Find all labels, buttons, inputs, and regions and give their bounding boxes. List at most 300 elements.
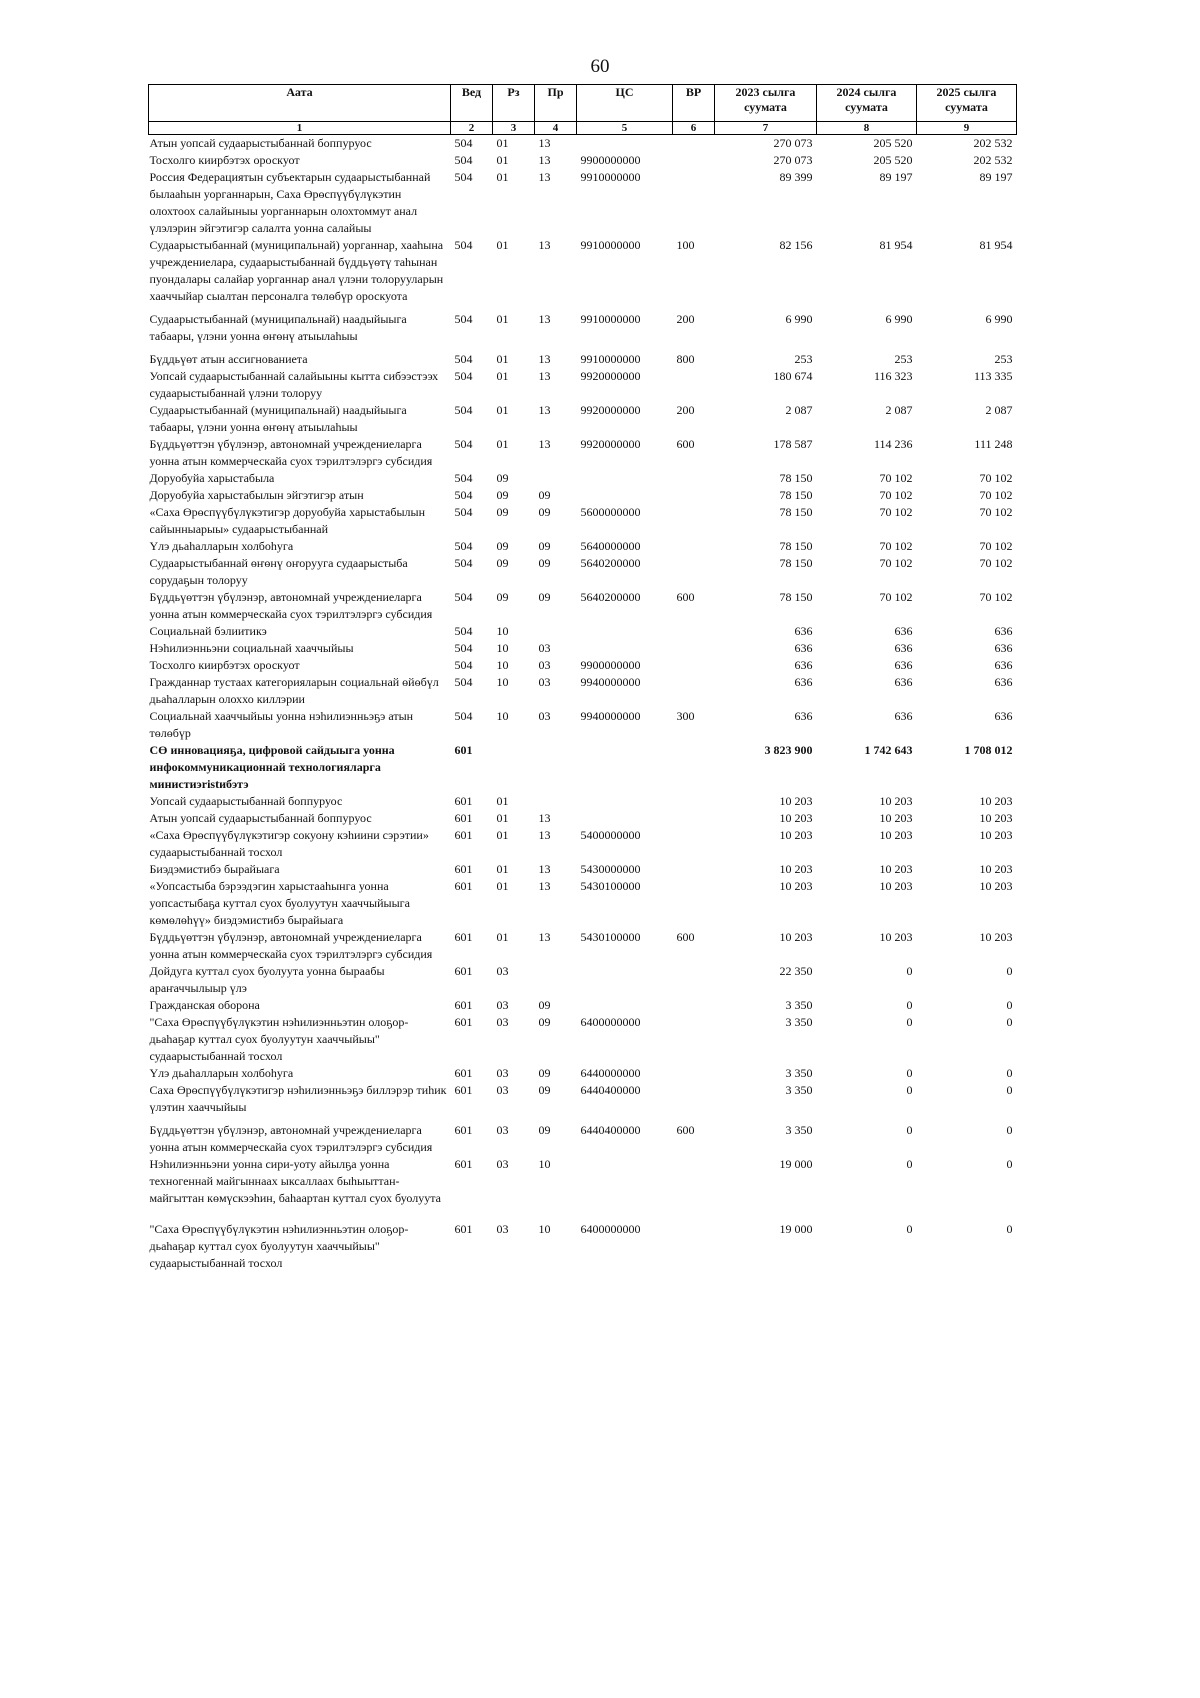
ved-code: 504	[454, 153, 473, 167]
cs-code	[577, 997, 673, 1014]
row-name: Дойдуга куттал суох буолуута уонна быраабы араҥаччылыыр үлэ	[149, 964, 385, 995]
amount-2025: 636	[994, 641, 1013, 655]
amount-2023: 180 674	[773, 369, 813, 383]
cs-code: 6440400000	[580, 1123, 641, 1137]
vr-code	[673, 810, 715, 827]
rz-code: 01	[496, 862, 509, 876]
cs-code: 6400000000	[580, 1015, 641, 1029]
amount-2023: 19 000	[779, 1157, 813, 1171]
amount-2023: 178 587	[773, 437, 813, 451]
amount-2023: 10 203	[779, 930, 813, 944]
table-row	[149, 861, 1017, 878]
amount-2023: 3 350	[785, 998, 813, 1012]
table-row	[149, 623, 1017, 640]
table-row	[149, 555, 1017, 589]
table-row	[149, 640, 1017, 657]
amount-2025: 636	[994, 675, 1013, 689]
ved-code: 504	[454, 556, 473, 570]
vr-code: 200	[676, 312, 695, 326]
amount-2023: 19 000	[779, 1222, 813, 1236]
ved-code: 504	[454, 624, 473, 638]
vr-code	[673, 1065, 715, 1082]
rz-code: 09	[496, 505, 509, 519]
rz-code: 01	[496, 170, 509, 184]
amount-2023: 2 087	[785, 403, 813, 417]
amount-2024: 70 102	[879, 471, 913, 485]
amount-2024: 1 742 643	[864, 743, 913, 757]
amount-2024: 70 102	[879, 505, 913, 519]
cs-code: 6440400000	[580, 1083, 641, 1097]
row-name: Судаарыстыбаннай (муниципальнай) наадыйыыга табаары, үлэни уонна өҥөнү атыылаһыы	[149, 403, 407, 434]
column-number: 7	[715, 122, 817, 135]
column-number: 5	[577, 122, 673, 135]
amount-2025: 202 532	[973, 153, 1013, 167]
row-name: Доруобуйа харыстабылын эйгэтигэр атын	[149, 488, 364, 502]
cs-code	[577, 742, 673, 793]
pr-code: 13	[538, 437, 551, 451]
table-row	[149, 963, 1017, 997]
amount-2024: 636	[894, 709, 913, 723]
rz-code: 01	[496, 879, 509, 893]
rz-code: 01	[496, 136, 509, 150]
pr-code: 09	[538, 1066, 551, 1080]
pr-code	[535, 963, 577, 997]
amount-2023: 636	[794, 641, 813, 655]
rz-code: 03	[496, 1015, 509, 1029]
table-row	[149, 1207, 1017, 1272]
pr-code: 09	[538, 505, 551, 519]
table-row	[149, 674, 1017, 708]
cs-code: 9900000000	[580, 153, 641, 167]
vr-code	[673, 487, 715, 504]
amount-2024: 10 203	[879, 794, 913, 808]
rz-code: 09	[496, 471, 509, 485]
pr-code: 09	[538, 488, 551, 502]
amount-2025: 10 203	[979, 930, 1013, 944]
amount-2025: 111 248	[974, 437, 1013, 451]
ved-code: 504	[454, 590, 473, 604]
pr-code	[535, 623, 577, 640]
rz-code: 03	[496, 1083, 509, 1097]
cs-code: 9910000000	[580, 238, 641, 252]
ved-code: 601	[454, 1015, 473, 1029]
cs-code: 9940000000	[580, 709, 641, 723]
column-number: 1	[149, 122, 451, 135]
vr-code	[673, 623, 715, 640]
row-name: Бүддьүөттэн үбүлэнэр, автономнай учреждениеларга уонна атын коммерческайа суох тэрилтэлэргэ субсидия	[149, 437, 433, 468]
amount-2024: 0	[906, 1123, 913, 1137]
ved-code: 504	[454, 641, 473, 655]
pr-code: 09	[538, 556, 551, 570]
ved-code: 601	[454, 1157, 473, 1171]
pr-code: 13	[538, 352, 551, 366]
cs-code	[577, 793, 673, 810]
cs-code: 5430100000	[580, 930, 641, 944]
amount-2023: 78 150	[779, 556, 813, 570]
vr-code	[673, 793, 715, 810]
row-name: Нэһилиэнньэни уонна сири-уоту айылҕа уонна техногеннай майгыннаах ыксаллаах быһыыттан-майгыттан көмүскээһин, баһаартан куттал суох буолуута	[149, 1157, 441, 1205]
amount-2024: 636	[894, 675, 913, 689]
ved-code: 504	[454, 403, 473, 417]
table-row	[149, 487, 1017, 504]
cs-code: 9920000000	[580, 369, 641, 383]
rz-code: 09	[496, 556, 509, 570]
ved-code: 504	[454, 658, 473, 672]
rz-code: 03	[496, 1066, 509, 1080]
vr-code	[673, 827, 715, 861]
pr-code: 03	[538, 709, 551, 723]
row-name: Саха Өрөспүүбүлүкэтигэр нэһилиэнньэҕэ биллэрэр тиһик үлэтин хааччыйыы	[149, 1083, 447, 1114]
column-number: 3	[493, 122, 535, 135]
pr-code: 13	[538, 403, 551, 417]
amount-2025: 0	[1006, 998, 1013, 1012]
vr-code	[673, 674, 715, 708]
row-name: Судаарыстыбаннай (муниципальнай) наадыйыыга табаары, үлэни уонна өҥөнү атыылаһыы	[149, 312, 407, 343]
cs-code	[577, 1156, 673, 1207]
rz-code: 03	[496, 964, 509, 978]
row-name: Биэдэмистибэ бырайыага	[149, 862, 280, 876]
cs-code: 5640200000	[580, 556, 641, 570]
rz-code: 10	[496, 624, 509, 638]
amount-2024: 116 323	[873, 369, 913, 383]
row-name: «Саха Өрөспүүбүлүкэтигэр доруобуйа харыстабылын сайынныарыы» судаарыстыбаннай	[149, 505, 426, 536]
ved-code: 504	[454, 369, 473, 383]
pr-code: 13	[538, 136, 551, 150]
ved-code: 504	[454, 709, 473, 723]
pr-code: 09	[538, 539, 551, 553]
rz-code: 01	[496, 930, 509, 944]
amount-2025: 0	[1006, 1015, 1013, 1029]
table-row	[149, 1065, 1017, 1082]
row-name: Судаарыстыбаннай өҥөнү оҥорууга судаарыстыба сорудаҕын толоруу	[149, 556, 408, 587]
ved-code: 504	[454, 505, 473, 519]
pr-code: 09	[538, 1123, 551, 1137]
amount-2024: 0	[906, 1222, 913, 1236]
ved-code: 504	[454, 675, 473, 689]
rz-code: 01	[496, 403, 509, 417]
amount-2025: 70 102	[979, 590, 1013, 604]
amount-2024: 10 203	[879, 811, 913, 825]
amount-2025: 253	[994, 352, 1013, 366]
cs-code	[577, 640, 673, 657]
cs-code: 9920000000	[580, 403, 641, 417]
ved-code: 504	[454, 437, 473, 451]
cs-code	[577, 810, 673, 827]
amount-2024: 10 203	[879, 879, 913, 893]
amount-2024: 10 203	[879, 930, 913, 944]
table-row	[149, 237, 1017, 305]
row-name: СӨ инновацияҕа, цифровой сайдыыга уонна инфокоммуникационнай технологияларга министиэristибэтэ	[149, 743, 395, 791]
amount-2024: 0	[906, 1083, 913, 1097]
page-number: 60	[590, 56, 610, 77]
vr-code	[673, 152, 715, 169]
rz-code: 03	[496, 998, 509, 1012]
amount-2023: 78 150	[779, 488, 813, 502]
pr-code: 09	[538, 1015, 551, 1029]
row-name: Социальнай хааччыйыы уонна нэһилиэнньэҕэ атын төлөбүр	[149, 709, 414, 740]
pr-code: 09	[538, 590, 551, 604]
amount-2023: 78 150	[779, 539, 813, 553]
header-cell: Пр	[535, 85, 577, 122]
amount-2024: 0	[906, 1066, 913, 1080]
amount-2023: 6 990	[785, 312, 813, 326]
amount-2023: 3 350	[785, 1015, 813, 1029]
amount-2025: 0	[1006, 964, 1013, 978]
row-name: Атын уопсай судаарыстыбаннай боппуруос	[149, 811, 372, 825]
header-cell: 2023 сылга суумата	[715, 85, 817, 122]
cs-code	[577, 623, 673, 640]
vr-code	[673, 1082, 715, 1116]
row-name: "Саха Өрөспүүбүлүкэтин нэһилиэнньэтин олоҕор-дьаһаҕар куттал суох буолуутун хааччыйыы" судаарыстыбаннай тосхол	[149, 1222, 409, 1270]
pr-code: 10	[538, 1157, 551, 1171]
row-name: "Саха Өрөспүүбүлүкэтин нэһилиэнньэтин олоҕор-дьаһаҕар куттал суох буолуутун хааччыйыы" судаарыстыбаннай тосхол	[149, 1015, 409, 1063]
amount-2025: 0	[1006, 1222, 1013, 1236]
amount-2025: 202 532	[973, 136, 1013, 150]
amount-2023: 636	[794, 709, 813, 723]
cs-code: 6400000000	[580, 1222, 641, 1236]
ved-code: 601	[454, 998, 473, 1012]
amount-2025: 70 102	[979, 505, 1013, 519]
vr-code	[673, 368, 715, 402]
row-name: Судаарыстыбаннай (муниципальнай) уорганнар, хааһына учреждениелара, судаарыстыбаннай бүддьүөтү таһынан пуондалары салайар уорганнар анал үлэни толорууларын хааччыйар сыалтан персоналга төлөбүр ороскуота	[149, 238, 444, 303]
amount-2025: 10 203	[979, 828, 1013, 842]
rz-code: 01	[496, 828, 509, 842]
amount-2023: 10 203	[779, 879, 813, 893]
row-name: Россия Федерациятын субъектарын судаарыстыбаннай былааһын уорганнарын, Саха Өрөспүүбүлүкэтин олохтоох салайыныы уорганнарын олохтоммут анал үлэлэрин эйгэтигэр салалта уонна салайыы	[149, 170, 431, 235]
table-row	[149, 305, 1017, 345]
table-row	[149, 470, 1017, 487]
table-row	[149, 810, 1017, 827]
ved-code: 601	[454, 828, 473, 842]
pr-code: 13	[538, 312, 551, 326]
row-name: Бүддьүөттэн үбүлэнэр, автономнай учреждениеларга уонна атын коммерческайа суох тэрилтэлэргэ субсидия	[149, 590, 433, 621]
table-row	[149, 135, 1017, 153]
table-body	[149, 135, 1017, 1273]
cs-code: 5400000000	[580, 828, 641, 842]
ved-code: 504	[454, 312, 473, 326]
row-name: Гражданская оборона	[149, 998, 260, 1012]
amount-2025: 0	[1006, 1083, 1013, 1097]
table-row	[149, 742, 1017, 793]
vr-code: 600	[676, 1123, 695, 1137]
amount-2025: 2 087	[985, 403, 1013, 417]
ved-code: 504	[454, 136, 473, 150]
vr-code: 300	[676, 709, 695, 723]
cs-code	[577, 470, 673, 487]
row-name: Социальнай бэлиитикэ	[149, 624, 267, 638]
ved-code: 601	[454, 1222, 473, 1236]
rz-code: 03	[496, 1123, 509, 1137]
table-row	[149, 152, 1017, 169]
cs-code	[577, 487, 673, 504]
pr-code: 13	[538, 930, 551, 944]
cs-code: 5640200000	[580, 590, 641, 604]
rz-code: 10	[496, 641, 509, 655]
row-name: Нэһилиэнньэни социальнай хааччыйыы	[149, 641, 354, 655]
rz-code: 03	[496, 1157, 509, 1171]
amount-2024: 81 954	[879, 238, 913, 252]
amount-2024: 253	[894, 352, 913, 366]
pr-code: 13	[538, 879, 551, 893]
column-number-row	[149, 122, 1017, 135]
amount-2025: 1 708 012	[964, 743, 1013, 757]
amount-2025: 636	[994, 709, 1013, 723]
ved-code: 601	[454, 964, 473, 978]
vr-code	[673, 555, 715, 589]
ved-code: 601	[454, 811, 473, 825]
amount-2023: 636	[794, 675, 813, 689]
vr-code: 600	[676, 930, 695, 944]
amount-2023: 82 156	[779, 238, 813, 252]
table-row	[149, 997, 1017, 1014]
table-row	[149, 436, 1017, 470]
amount-2024: 0	[906, 1015, 913, 1029]
budget-table	[148, 84, 1017, 1272]
pr-code: 09	[538, 998, 551, 1012]
amount-2023: 10 203	[779, 862, 813, 876]
ved-code: 601	[454, 794, 473, 808]
cs-code: 9910000000	[580, 312, 641, 326]
row-name: Гражданнар тустаах категорияларын социальнай өйөбүл дьаһалларын олоххо киллэрии	[149, 675, 439, 706]
amount-2025: 70 102	[979, 556, 1013, 570]
cs-code: 6440000000	[580, 1066, 641, 1080]
header-cell: Рз	[493, 85, 535, 122]
column-number: 8	[817, 122, 917, 135]
vr-code	[673, 504, 715, 538]
ved-code: 601	[454, 930, 473, 944]
pr-code: 13	[538, 369, 551, 383]
amount-2023: 22 350	[779, 964, 813, 978]
ved-code: 601	[454, 1083, 473, 1097]
cs-code	[577, 963, 673, 997]
vr-code	[673, 878, 715, 929]
cs-code: 9920000000	[580, 437, 641, 451]
vr-code	[673, 997, 715, 1014]
vr-code	[673, 657, 715, 674]
rz-code: 01	[496, 811, 509, 825]
amount-2024: 70 102	[879, 539, 913, 553]
vr-code	[673, 861, 715, 878]
amount-2025: 89 197	[979, 170, 1013, 184]
amount-2024: 10 203	[879, 828, 913, 842]
amount-2024: 70 102	[879, 590, 913, 604]
pr-code: 03	[538, 641, 551, 655]
amount-2025: 70 102	[979, 488, 1013, 502]
rz-code: 09	[496, 488, 509, 502]
table-row	[149, 1082, 1017, 1116]
amount-2025: 70 102	[979, 471, 1013, 485]
table-row	[149, 1116, 1017, 1156]
vr-code: 200	[676, 403, 695, 417]
cs-code: 5430100000	[580, 879, 641, 893]
pr-code: 13	[538, 828, 551, 842]
column-number: 6	[673, 122, 715, 135]
rz-code: 10	[496, 658, 509, 672]
amount-2025: 0	[1006, 1123, 1013, 1137]
vr-code	[673, 538, 715, 555]
row-name: Доруобуйа харыстабыла	[149, 471, 275, 485]
amount-2023: 10 203	[779, 828, 813, 842]
column-number: 4	[535, 122, 577, 135]
vr-code	[673, 1156, 715, 1207]
amount-2024: 636	[894, 658, 913, 672]
amount-2025: 113 335	[973, 369, 1013, 383]
amount-2024: 0	[906, 998, 913, 1012]
amount-2023: 3 823 900	[764, 743, 813, 757]
row-name: «Саха Өрөспүүбүлүкэтигэр сокуону кэһиини сэрэтии» судаарыстыбаннай тосхол	[149, 828, 429, 859]
header-cell: ЦС	[577, 85, 673, 122]
amount-2025: 0	[1006, 1157, 1013, 1171]
amount-2025: 10 203	[979, 794, 1013, 808]
rz-code: 03	[496, 1222, 509, 1236]
cs-code: 9940000000	[580, 675, 641, 689]
header-cell: 2024 сылга суумата	[817, 85, 917, 122]
amount-2025: 70 102	[979, 539, 1013, 553]
row-name: Уопсай судаарыстыбаннай салайыыны кытта сибээстээх судаарыстыбаннай үлэни толоруу	[149, 369, 439, 400]
header-cell: 2025 сылга суумата	[917, 85, 1017, 122]
rz-code: 01	[496, 153, 509, 167]
pr-code: 13	[538, 153, 551, 167]
pr-code: 13	[538, 238, 551, 252]
amount-2023: 10 203	[779, 811, 813, 825]
header-row	[149, 85, 1017, 122]
amount-2024: 0	[906, 1157, 913, 1171]
table-row	[149, 878, 1017, 929]
ved-code: 504	[454, 488, 473, 502]
rz-code: 01	[496, 794, 509, 808]
amount-2023: 78 150	[779, 590, 813, 604]
ved-code: 601	[454, 743, 473, 757]
cs-code	[577, 135, 673, 153]
vr-code	[673, 640, 715, 657]
header-cell: ВР	[673, 85, 715, 122]
rz-code: 01	[496, 352, 509, 366]
pr-code: 09	[538, 1083, 551, 1097]
table-row	[149, 1156, 1017, 1207]
amount-2023: 636	[794, 658, 813, 672]
rz-code: 01	[496, 369, 509, 383]
pr-code: 03	[538, 675, 551, 689]
amount-2024: 114 236	[873, 437, 913, 451]
ved-code: 504	[454, 352, 473, 366]
row-name: Уопсай судаарыстыбаннай боппуруос	[149, 794, 343, 808]
amount-2023: 270 073	[773, 153, 813, 167]
amount-2025: 10 203	[979, 862, 1013, 876]
cs-code: 9910000000	[580, 352, 641, 366]
amount-2023: 3 350	[785, 1083, 813, 1097]
amount-2024: 10 203	[879, 862, 913, 876]
vr-code	[673, 963, 715, 997]
header-cell: Вед	[451, 85, 493, 122]
table-row	[149, 929, 1017, 963]
amount-2023: 270 073	[773, 136, 813, 150]
vr-code	[673, 169, 715, 237]
rz-code	[493, 742, 535, 793]
amount-2024: 205 520	[873, 136, 913, 150]
row-name: Үлэ дьаһалларын холбоһуга	[149, 539, 294, 553]
ved-code: 504	[454, 170, 473, 184]
amount-2025: 10 203	[979, 879, 1013, 893]
row-name: «Уопсастыба бэрээдэгин харыстааһынга уонна уопсастыбаҕа куттал суох буолуутун хааччыйыыга көмөлөһүү» биэдэмистибэ бырайыага	[149, 879, 410, 927]
ved-code: 504	[454, 539, 473, 553]
cs-code: 5640000000	[580, 539, 641, 553]
amount-2024: 70 102	[879, 556, 913, 570]
table-row	[149, 169, 1017, 237]
amount-2023: 10 203	[779, 794, 813, 808]
row-name: Бүддьүөт атын ассигнованиета	[149, 352, 308, 366]
ved-code: 504	[454, 471, 473, 485]
pr-code: 13	[538, 811, 551, 825]
